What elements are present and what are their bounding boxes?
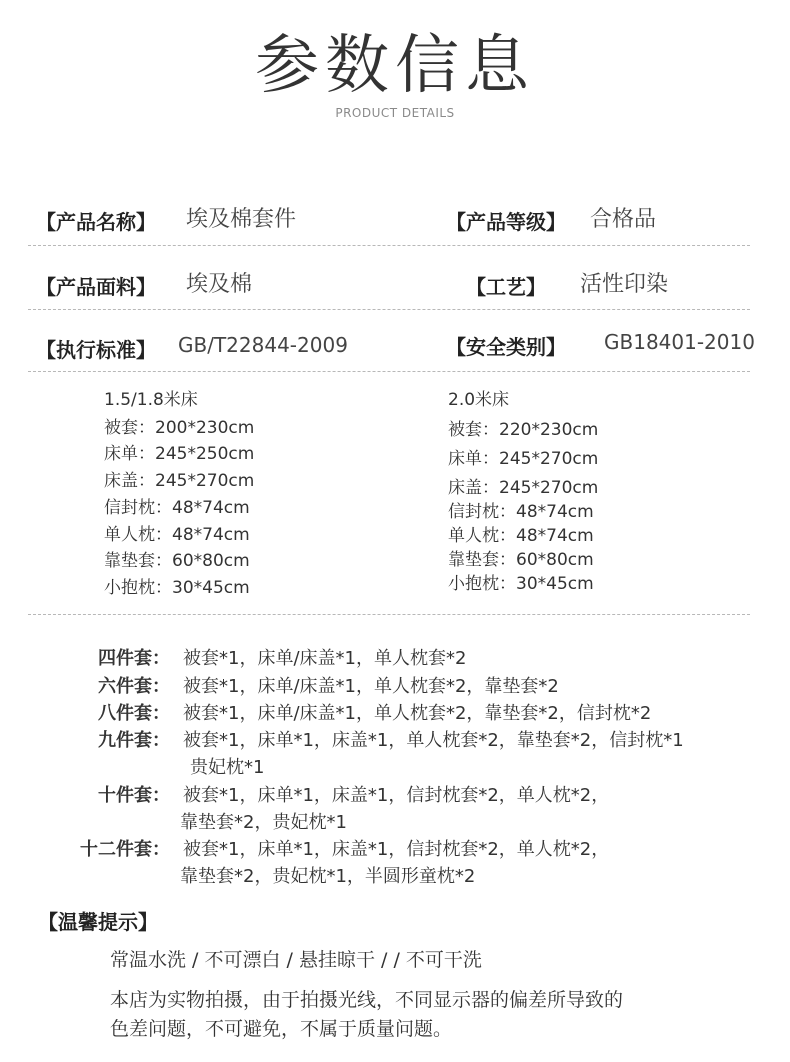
param-value-fabric: 埃及棉: [186, 272, 253, 297]
spec-item: 单人枕：48*74cm: [104, 525, 250, 545]
page-title: 参数信息: [255, 29, 535, 103]
set-content: 靠垫套*2，贵妃枕*1: [180, 812, 347, 833]
param-value-standard: GB/T22844-2009: [178, 333, 348, 357]
spec-item: 床盖：245*270cm: [104, 471, 255, 491]
spec-item: 信封枕：48*74cm: [448, 502, 594, 522]
param-label-grade: 【产品等级】: [446, 210, 566, 234]
param-label-safety: 【安全类别】: [446, 335, 566, 359]
set-name: 九件套：: [98, 730, 170, 751]
spec-item: 被套：220*230cm: [448, 420, 599, 440]
param-value-craft: 活性印染: [580, 272, 669, 297]
spec-item: 小抱枕：30*45cm: [448, 574, 594, 594]
set-content: 被套*1，床单/床盖*1，单人枕套*2，靠垫套*2: [183, 676, 559, 697]
set-content: 贵妃枕*1: [190, 757, 265, 778]
spec-item: 被套：200*230cm: [104, 418, 255, 438]
spec-item: 小抱枕：30*45cm: [104, 578, 250, 598]
spec-heading: 2.0米床: [448, 390, 510, 410]
divider: [28, 371, 750, 372]
param-label-craft: 【工艺】: [466, 275, 546, 299]
set-name: 十件套：: [98, 785, 170, 806]
spec-item: 单人枕：48*74cm: [448, 526, 594, 546]
spec-item: 床单：245*270cm: [448, 449, 599, 469]
param-value-safety: GB18401-2010: [604, 330, 755, 354]
param-label-standard: 【执行标准】: [36, 338, 156, 362]
set-content: 被套*1，床单*1，床盖*1，单人枕套*2，靠垫套*2，信封枕*1: [183, 730, 684, 751]
param-value-grade: 合格品: [590, 207, 657, 232]
spec-item: 床盖：245*270cm: [448, 478, 599, 498]
care-instructions: 常温水洗 / 不可漂白 / 悬挂晾干 / / 不可干洗: [110, 949, 482, 971]
notice-line: 色差问题，不可避免，不属于质量问题。: [110, 1018, 453, 1040]
notice-line: 本店为实物拍摄，由于拍摄光线，不同显示器的偏差所导致的: [110, 989, 624, 1011]
spec-item: 靠垫套：60*80cm: [104, 551, 250, 571]
param-value-product-name: 埃及棉套件: [186, 207, 297, 232]
spec-item: 靠垫套：60*80cm: [448, 550, 594, 570]
set-content: 被套*1，床单*1，床盖*1，信封枕套*2，单人枕*2，: [183, 785, 610, 806]
divider: [28, 245, 750, 246]
set-name: 六件套：: [98, 676, 170, 697]
set-content: 被套*1，床单*1，床盖*1，信封枕套*2，单人枕*2，: [183, 839, 610, 860]
page-subtitle: PRODUCT DETAILS: [335, 106, 455, 120]
param-label-product-name: 【产品名称】: [36, 210, 156, 234]
spec-heading: 1.5/1.8米床: [104, 390, 198, 410]
spec-item: 床单：245*250cm: [104, 444, 255, 464]
param-label-fabric: 【产品面料】: [36, 275, 156, 299]
set-content: 被套*1，床单/床盖*1，单人枕套*2: [183, 648, 467, 669]
set-name: 四件套：: [98, 648, 170, 669]
divider: [28, 309, 750, 310]
set-name: 十二件套：: [80, 839, 170, 860]
set-content: 被套*1，床单/床盖*1，单人枕套*2，靠垫套*2，信封枕*2: [183, 703, 652, 724]
set-content: 靠垫套*2，贵妃枕*1，半圆形童枕*2: [180, 866, 476, 887]
divider: [28, 614, 750, 615]
set-name: 八件套：: [98, 703, 170, 724]
spec-item: 信封枕：48*74cm: [104, 498, 250, 518]
tips-title: 【温馨提示】: [38, 910, 158, 934]
